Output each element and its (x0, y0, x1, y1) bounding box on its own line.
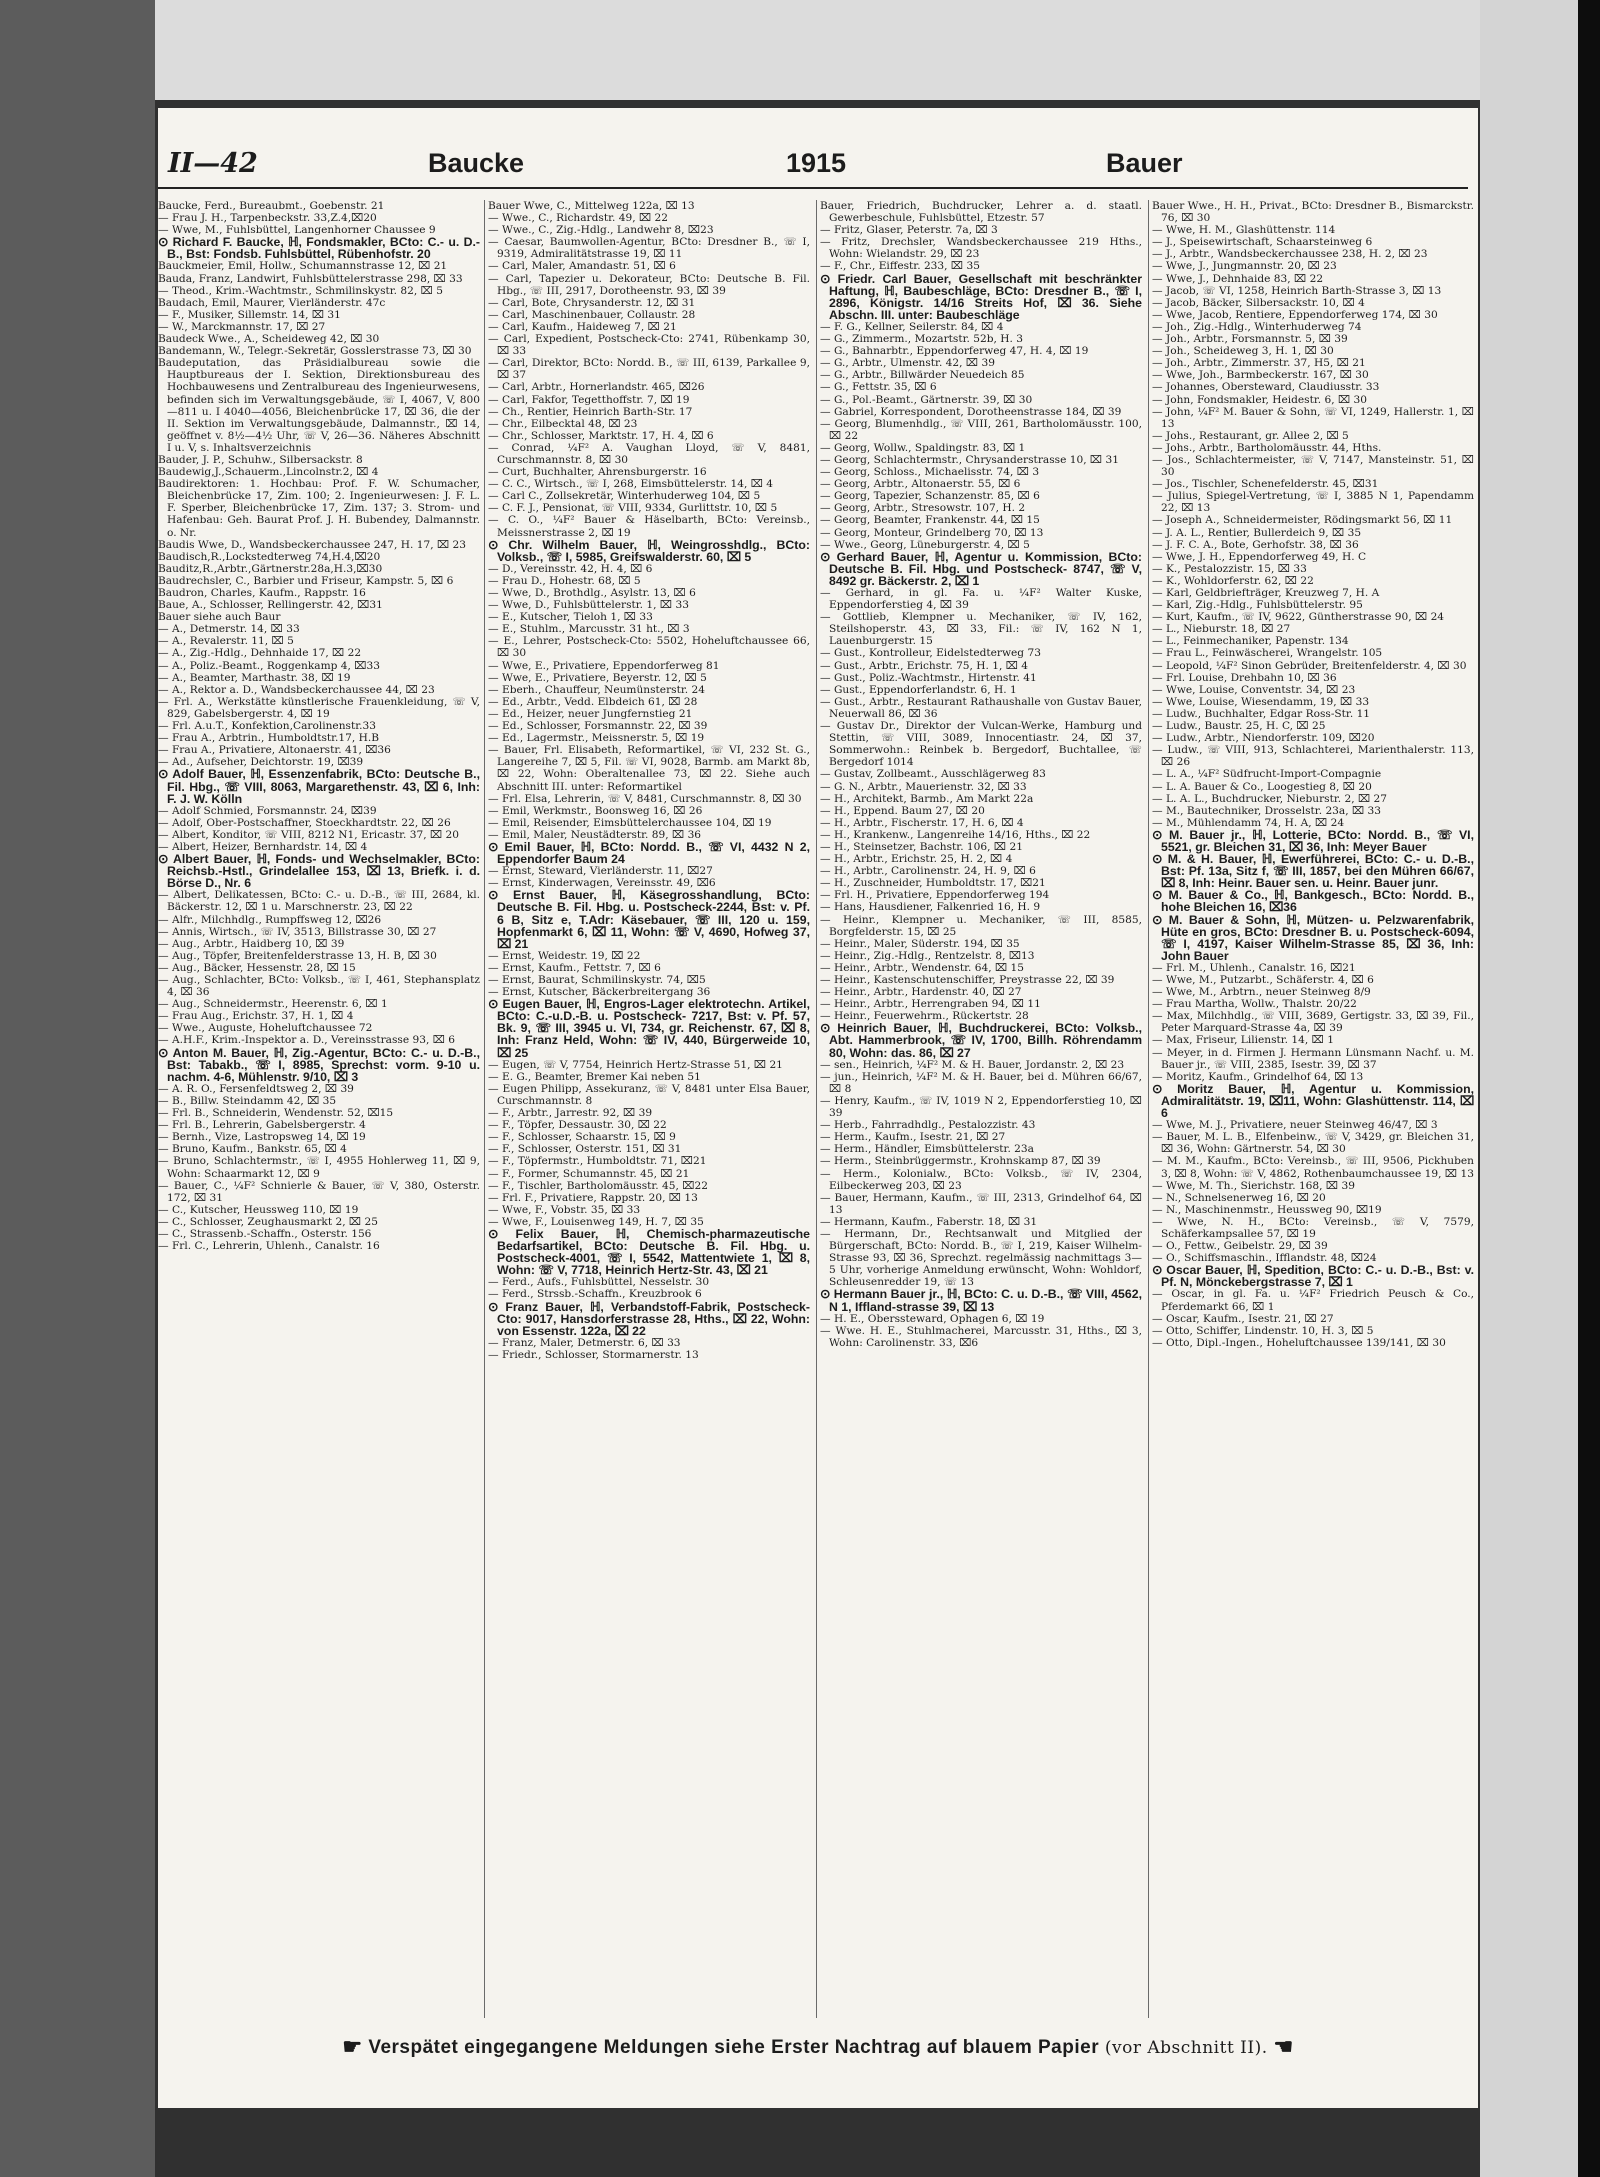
directory-entry: — H., Krankenw., Langenreihe 14/16, Hths., ⌧ 22 (820, 828, 1091, 841)
directory-entry: — Oscar, in gl. Fa. u. ¼F² Friedrich Peusch & Co., Pferdemarkt 66, ⌧ 1 (1152, 1288, 1474, 1313)
directory-entry: — Herb., Fahrradhdlg., Pestalozzistr. 43 (820, 1119, 1036, 1132)
directory-entry: — Bauer, Frl. Elisabeth, Reformartikel, ☏ VI, 232 St. G., Langereihe 7, ⌧ 5, Fil. ☏ VI, 9028, Barmb. am Markt 8b, ⌧ 22, Wohn: Oberaltenallee 73, ⌧ 22. Siehe auch Abschnitt III. unter: Reformartikel (488, 744, 810, 793)
directory-entry: — Heinr., Maler, Süderstr. 194, ⌧ 35 (820, 937, 1020, 950)
directory-entry: — Heinr., Zig.-Hdlg., Rentzelstr. 8, ⌧13 (820, 949, 1035, 962)
directory-entry: — Herm., Händler, Eimsbüttelerstr. 23a (820, 1143, 1034, 1156)
directory-entry: — Wwe, Joh., Barmbeckerstr. 167, ⌧ 30 (1152, 369, 1369, 382)
directory-entry: — G. N., Arbtr., Mauerienstr. 32, ⌧ 33 (820, 780, 1027, 793)
directory-entry: — Carl, Tapezier u. Dekorateur, BCto: Deutsche B. Fil. Hbg., ☏ III, 2917, Dorotheenstr. 93, ⌧ 39 (488, 272, 810, 297)
directory-entry: — Wwe, M., Arbtrn., neuer Steinweg 8/9 (1152, 986, 1371, 999)
directory-entry: Bauer Wwe, C., Mittelweg 122a, ⌧ 13 (488, 200, 695, 212)
directory-entry: — Wwe, F., Louisenweg 149, H. 7, ⌧ 35 (488, 1215, 704, 1228)
directory-entry: — M., Bautechniker, Drosselstr. 23a, ⌧ 33 (1152, 804, 1382, 817)
directory-entry: — E., Lehrer, Postscheck-Cto: 5502, Hoheluftchaussee 66, ⌧ 30 (488, 635, 810, 660)
directory-entry: — Aug., Töpfer, Breitenfelderstrasse 13, H. B, ⌧ 30 (158, 949, 437, 962)
directory-entry: — Gust., Arbtr., Erichstr. 75, H. 1, ⌧ 4 (820, 659, 1029, 672)
directory-entry: — Frau J. H., Tarpenbeckstr. 33,Z.4,⌧20 (158, 212, 377, 225)
directory-entry: Bauer, Friedrich, Buchdrucker, Lehrer a. d. staatl. Gewerbeschule, Fuhlsbüttel, Etzestr. 57 (820, 200, 1142, 225)
directory-entry: — C., Schlosser, Zeughausmarkt 2, ⌧ 25 (158, 1215, 378, 1228)
directory-entry: — Joh., Arbtr., Zimmerstr. 37, H5, ⌧ 21 (1152, 357, 1366, 370)
directory-entry: — Franz, Maler, Detmerstr. 6, ⌧ 33 (488, 1336, 681, 1349)
directory-entry: — Wwe, E., Privatiere, Eppendorferweg 81 (488, 659, 720, 672)
directory-entry: — Ed., Arbtr., Vedd. Elbdeich 61, ⌧ 28 (488, 695, 698, 708)
directory-entry: ⊙ Albert Bauer, ℍ, Fonds- und Wechselmakler, BCto: Reichsb.-Hstl., Grindelallee 153, ⌧ 13, Briefk. i. d. Börse D., Nr. 6 (158, 852, 480, 891)
directory-entry: — Moritz, Kaufm., Grindelhof 64, ⌧ 13 (1152, 1070, 1364, 1083)
header-rule (158, 187, 1468, 189)
directory-entry: — Caesar, Baumwollen-Agentur, BCto: Dresdner B., ☏ I, 9319, Admiralitätstrasse 19, ⌧ 11 (488, 236, 810, 261)
directory-entry: — Herm., Steinbrüggermstr., Krohnskamp 87, ⌧ 39 (820, 1155, 1101, 1168)
directory-entry: — Ernst, Baurat, Schmilinskystr. 74, ⌧5 (488, 974, 706, 986)
directory-entry: — Aug., Bäcker, Hessenstr. 28, ⌧ 15 (158, 961, 356, 974)
directory-entry: — Ferd., Aufs., Fuhlsbüttel, Nesselstr. 30 (488, 1276, 710, 1289)
directory-entry: — Albert, Heizer, Bernhardstr. 14, ⌧ 4 (158, 840, 368, 853)
directory-entry: — Wwe, F., Vobstr. 35, ⌧ 33 (488, 1203, 641, 1216)
directory-entry: — sen., Heinrich, ¼F² M. & H. Bauer, Jordanstr. 2, ⌧ 23 (820, 1058, 1125, 1071)
directory-entry: ⊙ M. & H. Bauer, ℍ, Ewerführerei, BCto: C.- u. D.-B., Bst: Pf. 13a, Sitz f, ☏ III, 1857, bei den Mühren 66/67, ⌧ 8, Inh: Heinr. Bauer sen. u. Heinr. Bauer junr. (1152, 852, 1474, 891)
directory-entry: — Ernst, Kinderwagen, Vereinsstr. 49, ⌧6 (488, 877, 716, 890)
directory-entry: — Fritz, Glaser, Peterstr. 7a, ⌧ 3 (820, 224, 998, 237)
directory-entry: — Ernst, Weidestr. 19, ⌧ 22 (488, 949, 641, 962)
directory-entry: — Ernst, Kaufm., Fettstr. 7, ⌧ 6 (488, 961, 661, 974)
directory-entry: — Carl, Maschinenbauer, Collaustr. 28 (488, 308, 696, 321)
directory-entry: ⊙ Ernst Bauer, ℍ, Käsegrosshandlung, BCto: Deutsche B. Fil. Hbg. u. Postscheck-2244, Bst: v. Pf. 6 B, Sitz e, T.Adr: Käsebauer, ☏ III, 120 u. 159, Hopfenmarkt 6, ⌧ 11, Wohn: ☏ V, 4690, Hofweg 37, ⌧ 21 (488, 888, 810, 951)
directory-entry: ⊙ Adolf Bauer, ℍ, Essenzenfabrik, BCto: Deutsche B., Fil. Hbg., ☏ VIII, 8063, Margarethenstr. 43, ⌧ 6, Inh: F. J. W. Kölln (158, 767, 480, 806)
directory-entry: — Wwe, H. M., Glashüttenstr. 114 (1152, 224, 1336, 237)
directory-entry: — Frau L., Feinwäscherei, Wrangelstr. 105 (1152, 647, 1383, 660)
directory-entry: — Frl. H., Privatiere, Eppendorferweg 194 (820, 889, 1050, 902)
directory-entry: — Carl, Fakfor, Tegetthoffstr. 7, ⌧ 19 (488, 393, 690, 406)
directory-entry: — Carl, Kaufm., Haideweg 7, ⌧ 21 (488, 320, 677, 333)
directory-entry: — Otto, Schiffer, Lindenstr. 10, H. 3, ⌧ 5 (1152, 1324, 1374, 1337)
directory-entry: ⊙ Richard F. Baucke, ℍ, Fondsmakler, BCto: C.- u. D.-B., Bst: Fondsb. Fuhlsbüttel, Rübenhofstr. 20 (158, 235, 480, 262)
year-heading: 1915 (786, 148, 847, 178)
directory-entry: — Hermann, Dr., Rechtsanwalt und Mitglied der Bürgerschaft, BCto: Nordd. B., ☏ I, 219, Kaiser Wilhelm-Strasse 93, ⌧ 36, Sprechzt. regelmässig nachmittags 3—5 Uhr, vorherige Anmeldung erwünscht, Wohn: Wohldorf, Schleusenredder 19, ☏ 13 (820, 1227, 1142, 1289)
directory-entry: — M., Mühlendamm 74, H. A, ⌧ 24 (1152, 816, 1345, 829)
directory-entry: — O., Fettw., Geibelstr. 29, ⌧ 39 (1152, 1240, 1328, 1253)
directory-entry: ⊙ Emil Bauer, ℍ, BCto: Nordd. B., ☏ VI, 4432 N 2, Eppendorfer Baum 24 (488, 839, 810, 867)
directory-entry: — Emil, Werkmstr., Boonsweg 16, ⌧ 26 (488, 804, 703, 817)
directory-entry: — C., Kutscher, Heussweg 110, ⌧ 19 (158, 1203, 359, 1216)
directory-entry: — Georg, Beamter, Frankenstr. 44, ⌧ 15 (820, 514, 1040, 527)
directory-entry: — Ch., Rentier, Heinrich Barth-Str. 17 (488, 405, 693, 418)
directory-entry: — Aug., Schneidermstr., Heerenstr. 6, ⌧ 1 (158, 998, 388, 1011)
directory-entry: — Bauer, M. L. B., Elfenbeinw., ☏ V, 3429, gr. Bleichen 31, ⌧ 36, Wohn: Gärtnerstr. 54, ⌧ 30 (1152, 1131, 1474, 1156)
directory-entry: — Oscar, Kaufm., Isestr. 21, ⌧ 27 (1152, 1312, 1334, 1325)
left-keyword: Baucke (428, 148, 525, 178)
directory-entry: Bauer Wwe., H. H., Privat., BCto: Dresdner B., Bismarckstr. 76, ⌧ 30 (1152, 200, 1474, 225)
directory-entry: Baudis Wwe, D., Wandsbeckerchaussee 247, H. 17, ⌧ 23 (158, 538, 467, 551)
directory-entry: — Wwe, E., Privatiere, Beyerstr. 12, ⌧ 5 (488, 671, 707, 684)
directory-entry: — Frau Aug., Erichstr. 37, H. 1, ⌧ 4 (158, 1010, 354, 1023)
directory-entry: — Joseph A., Schneidermeister, Rödingsmarkt 56, ⌧ 11 (1152, 514, 1453, 527)
directory-entry: — Gust., Poliz.-Wachtmstr., Hirtenstr. 41 (820, 671, 1037, 684)
directory-entry: — A., Beamter, Marthastr. 38, ⌧ 19 (158, 671, 351, 684)
directory-entry: — Wwe, Louise, Conventstr. 34, ⌧ 23 (1152, 683, 1356, 696)
directory-entry: — Jos., Schlachtermeister, ☏ V, 7147, Mansteinstr. 51, ⌧ 30 (1152, 453, 1474, 479)
directory-entry: Bauckmeier, Emil, Hollw., Schumannstrasse 12, ⌧ 21 (158, 260, 448, 273)
directory-entry: — Heinr., Arbtr., Herrengraben 94, ⌧ 11 (820, 998, 1041, 1011)
directory-entry: — Wwe, M., Putzarbt., Schäferstr. 4, ⌧ 6 (1152, 974, 1374, 986)
directory-entry: — F., Töpfermstr., Humboldtstr. 71, ⌧21 (488, 1155, 707, 1168)
directory-entry: — Chr., Schlosser, Marktstr. 17, H. 4, ⌧ 6 (488, 429, 714, 442)
directory-entry: — Friedr., Schlosser, Stormarnerstr. 13 (488, 1348, 699, 1361)
column-divider (1148, 200, 1149, 2018)
directory-entry: Bandemann, W., Telegr.-Sekretär, Gosslerstrasse 73, ⌧ 30 (158, 345, 472, 358)
directory-entry: — C., Strassenb.-Schaffn., Osterstr. 156 (158, 1227, 372, 1240)
directory-entry: — A., Revalerstr. 11, ⌧ 5 (158, 635, 294, 648)
directory-entry: — Bruno, Kaufm., Bankstr. 65, ⌧ 4 (158, 1143, 347, 1156)
directory-entry: — J. A. L., Rentier, Bullerdeich 9, ⌧ 35 (1152, 526, 1362, 539)
scan-top-margin (0, 0, 1600, 100)
directory-entry: — L. A. L., Buchdrucker, Nieburstr. 2, ⌧ 27 (1152, 792, 1387, 805)
column-2 (488, 200, 810, 2018)
directory-entry: Baudron, Charles, Kaufm., Rappstr. 16 (158, 587, 366, 599)
directory-entry: — G., Zimmerm., Mozartstr. 52b, H. 3 (820, 333, 1023, 346)
directory-entry: — A.H.F., Krim.-Inspektor a. D., Vereinsstrasse 93, ⌧ 6 (158, 1034, 456, 1047)
directory-entry: — K., Wohldorferstr. 62, ⌧ 22 (1152, 574, 1314, 587)
directory-entry: — Aug., Schlachter, BCto: Volksb., ☏ I, 461, Stephansplatz 4, ⌧ 36 (158, 974, 480, 999)
pointing-hand-icon: ☚ (1273, 2034, 1294, 2059)
directory-entry: Bauda, Franz, Landwirt, Fuhlsbüttelerstrasse 298, ⌧ 33 (158, 272, 463, 285)
directory-entry: — Georg, Arbtr., Stresowstr. 107, H. 2 (820, 502, 1026, 515)
directory-entry: — H., Architekt, Barmb., Am Markt 22a (820, 792, 1034, 805)
directory-entry: — Wwe, D., Brothdlg., Asylstr. 13, ⌧ 6 (488, 587, 696, 599)
directory-entry: — Wwe., Georg, Lüneburgerstr. 4, ⌧ 5 (820, 538, 1030, 551)
directory-entry: — F., Schlosser, Osterstr. 151, ⌧ 31 (488, 1143, 682, 1156)
directory-entry: ⊙ Anton M. Bauer, ℍ, Zig.-Agentur, BCto: C.- u. D.-B., Bst: Tabakb., ☏ I, 8985, Sprechst: vorm. 9-10 u. nachm. 4-6, Mühlenstr. 9/10, ⌧ 3 (158, 1045, 480, 1084)
directory-entry: — A. R. O., Fersenfeldtsweg 2, ⌧ 39 (158, 1082, 354, 1095)
directory-entry: — G., Pol.-Beamt., Gärtnerstr. 39, ⌧ 30 (820, 393, 1033, 406)
directory-entry: — Joh., Scheideweg 3, H. 1, ⌧ 30 (1152, 345, 1334, 358)
directory-entry: — Frau A., Arbtrin., Humboldtstr.17, H.B (158, 732, 380, 745)
directory-entry: — Adolf, Ober-Postschaffner, Stoeckhardtstr. 22, ⌧ 26 (158, 816, 451, 829)
directory-entry: — Adolf Schmied, Forsmannstr. 24, ⌧39 (158, 804, 377, 817)
directory-entry: — H., Eppend. Baum 27, ⌧ 20 (820, 804, 985, 817)
directory-entry: — Bauer, Hermann, Kaufm., ☏ III, 2313, Grindelhof 64, ⌧ 13 (820, 1191, 1142, 1216)
directory-entry: — G., Arbtr., Billwärder Neuedeich 85 (820, 369, 1025, 382)
directory-entry: — A., Poliz.-Beamt., Roggenkamp 4, ⌧33 (158, 659, 380, 672)
directory-entry: — Ludw., Arbtr., Niendorferstr. 109, ⌧20 (1152, 732, 1375, 745)
directory-entry: — J., Arbtr., Wandsbeckerchaussee 238, H. 2, ⌧ 23 (1152, 248, 1428, 261)
directory-entry: — jun., Heinrich, ¼F² M. & H. Bauer, bei d. Mühren 66/67, ⌧ 8 (820, 1070, 1142, 1095)
directory-entry: Baue, A., Schlosser, Rellingerstr. 42, ⌧31 (158, 599, 383, 612)
directory-entry: Baudirektoren: 1. Hochbau: Prof. F. W. Schumacher, Bleichenbrücke 17, Zim. 100; 2. Ingenieurwesen: J. F. L. F. Sperber, Bleichenbrücke 17, Zim. 137; 3. Strom- und Hafenbau: Geh. Baurat Prof. J. H. Bubendey, Dalmannstr. o. Nr. (158, 478, 480, 539)
directory-page (158, 108, 1478, 2108)
directory-entry: — Wwe, Jacob, Rentiere, Eppendorferweg 174, ⌧ 30 (1152, 308, 1438, 321)
directory-entry: — Julius, Spiegel-Vertretung, ☏ I, 3885 N 1, Papendamm 22, ⌧ 13 (1152, 490, 1474, 515)
directory-entry: — Eugen, ☏ V, 7754, Heinrich Hertz-Strasse 51, ⌧ 21 (488, 1058, 783, 1071)
directory-entry: — F., Musiker, Sillemstr. 14, ⌧ 31 (158, 308, 341, 321)
footer-notice: Verspätet eingegangene Meldungen siehe Erster Nachtrag auf blauem Papier (368, 2037, 1100, 2058)
directory-entry: — Bernh., Vize, Lastropsweg 14, ⌧ 19 (158, 1131, 366, 1144)
directory-entry: ⊙ M. Bauer jr., ℍ, Lotterie, BCto: Nordd. B., ☏ VI, 5521, gr. Bleichen 31, ⌧ 36, Inh: Meyer Bauer (1152, 827, 1474, 854)
directory-entry: — Eugen Philipp, Assekuranz, ☏ V, 8481 unter Elsa Bauer, Curschmannstr. 8 (488, 1082, 810, 1107)
directory-entry: Baudewig,J.,Schauerm.,Lincolnstr.2, ⌧ 4 (158, 466, 379, 479)
directory-entry: ⊙ Heinrich Bauer, ℍ, Buchdruckerei, BCto: Volksb., Abt. Hammerbrook, ☏ IV, 1700, Billh. Röhrendamm 80, Wohn: das. 86, ⌧ 27 (820, 1021, 1142, 1060)
directory-entry: — Herm., Kolonialw., BCto: Volksb., ☏ IV, 2304, Eilbeckerweg 203, ⌧ 23 (820, 1167, 1142, 1192)
directory-entry: — Eberh., Chauffeur, Neumünsterstr. 24 (488, 683, 705, 696)
directory-entry: — E. G., Beamter, Bremer Kai neben 51 (488, 1070, 701, 1083)
directory-entry: — Frau D., Hohestr. 68, ⌧ 5 (488, 574, 641, 587)
directory-entry: — Bauer, C., ¼F² Schnierle & Bauer, ☏ V, 380, Osterstr. 172, ⌧ 31 (158, 1179, 480, 1204)
directory-entry: — Jos., Tischler, Schenefelderstr. 45, ⌧31 (1152, 478, 1379, 491)
directory-entry: — J. F. C. A., Bote, Gerhofstr. 38, ⌧ 36 (1152, 538, 1359, 551)
directory-entry: — Leopold, ¼F² Sinon Gebrüder, Breitenfelderstr. 4, ⌧ 30 (1152, 659, 1467, 672)
directory-entry: — Frl. A.u.T., Konfektion,Carolinenstr.33 (158, 720, 376, 733)
directory-entry: — Johannes, Obersteward, Claudiusstr. 33 (1152, 381, 1380, 394)
directory-entry: — Max, Friseur, Lilienstr. 14, ⌧ 1 (1152, 1034, 1334, 1047)
directory-entry: — Ed., Lagermstr., Meissnerstr. 5, ⌧ 19 (488, 732, 705, 745)
directory-entry: ⊙ Oscar Bauer, ℍ, Spedition, BCto: C.- u. D.-B., Bst: v. Pf. N, Mönckebergstrasse 7, ⌧ 1 (1152, 1263, 1474, 1290)
directory-entry: — Frl. M., Uhlenh., Canalstr. 16, ⌧21 (1152, 961, 1356, 974)
directory-entry: — Gabriel, Korrespondent, Dorotheenstrasse 184, ⌧ 39 (820, 405, 1122, 418)
directory-entry: Baudeputation, das Präsidialbureau sowie die Hauptbureaus der I. Sektion, Direktionsbureau des Hochbauwesens und Zentralbureau des Ingenieurwesens, befinden sich im Verwaltungsgebäude, ☏ I, 4067, V, 800—811 u. I 4040—4056, Bleichenbrücke 17, ⌧ 36, die der II. Sektion im Verwaltungsgebäude, Dalmannstr., ⌧ 14, geöffnet v. 8½—4½ Uhr, ☏ V, 26—36. Näheres Abschnitt I u. V, s. Inhaltsverzeichnis (158, 357, 480, 454)
directory-entry: — W., Marckmannstr. 17, ⌧ 27 (158, 320, 326, 333)
directory-entry: — Carl, Expedient, Postscheck-Cto: 2741, Rübenkamp 30, ⌧ 33 (488, 333, 810, 358)
directory-entry: — Ernst, Steward, Vierländerstr. 11, ⌧27 (488, 865, 713, 878)
directory-entry: — Georg, Schlachtermstr., Chrysanderstrasse 10, ⌧ 31 (820, 453, 1119, 466)
directory-entry: — Wwe., Auguste, Hoheluftchaussee 72 (158, 1022, 373, 1035)
directory-entry: ⊙ Eugen Bauer, ℍ, Engros-Lager elektrotechn. Artikel, BCto: C.-u.D.-B. u. Postscheck- 7217, Bst: v. Pf. 57, Bk. 9, ☏ III, 3945 u. VI, 734, gr. Reichenstr. 67, ⌧ 8, Inh: Franz Held, Wohn: ☏ IV, 440, Bürgerweide 10, ⌧ 25 (488, 997, 810, 1060)
column-3 (820, 200, 1142, 2018)
directory-entry: — Frau A., Privatiere, Altonaerstr. 41, ⌧36 (158, 744, 391, 757)
directory-entry: — Albert, Delikatessen, BCto: C.- u. D.-B., ☏ III, 2684, kl. Bäckerstr. 12, ⌧ 1 u. Marschnerstr. 23, ⌧ 22 (158, 889, 480, 914)
directory-entry: — Wwe, J. H., Eppendorferweg 49, H. C (1152, 550, 1367, 563)
directory-entry: — F., Arbtr., Jarrestr. 92, ⌧ 39 (488, 1107, 653, 1120)
column-divider (484, 200, 485, 2018)
directory-entry: — Frau Martha, Wollw., Thalstr. 20/22 (1152, 998, 1357, 1011)
directory-entry: Baudisch,R.,Lockstedterweg 74,H.4,⌧20 (158, 550, 381, 563)
directory-entry: — Carl, Maler, Amandastr. 51, ⌧ 6 (488, 260, 676, 273)
directory-entry: — Ludw., Buchhalter, Edgar Ross-Str. 11 (1152, 707, 1371, 720)
directory-entry: — L., Feinmechaniker, Papenstr. 134 (1152, 635, 1349, 648)
directory-entry: Bauder, J. P., Schuhw., Silbersackstr. 8 (158, 453, 363, 466)
directory-entry: — A., Detmerstr. 14, ⌧ 33 (158, 623, 300, 636)
directory-entry: Bauditz,R.,Arbtr.,Gärtnerstr.28a,H.3,⌧30 (158, 562, 383, 575)
directory-entry: — H. E., Oberssteward, Ophagen 6, ⌧ 19 (820, 1312, 1045, 1325)
directory-entry: ⊙ Chr. Wilhelm Bauer, ℍ, Weingrosshdlg., BCto: Volksb., ☏ I, 5985, Greifswalderstr. 60, ⌧ 5 (488, 537, 810, 564)
directory-entry: — Frl. F., Privatiere, Rappstr. 20, ⌧ 13 (488, 1191, 698, 1204)
directory-entry: — Karl, Zig.-Hdlg., Fuhlsbüttelerstr. 95 (1152, 599, 1363, 612)
directory-entry: — Ferd., Strssb.-Schaffn., Kreuzbrook 6 (488, 1288, 702, 1301)
directory-entry: — Albert, Konditor, ☏ VIII, 8212 N1, Ericastr. 37, ⌧ 20 (158, 828, 460, 841)
directory-entry: — E., Kutscher, Tieloh 1, ⌧ 33 (488, 611, 653, 624)
directory-entry: — Heinr., Arbtr., Hardenstr. 40, ⌧ 27 (820, 986, 1022, 999)
directory-entry: — Ludw., Baustr. 25, H. C, ⌧ 25 (1152, 720, 1326, 733)
directory-entry: — Otto, Dipl.-Ingen., Hoheluftchaussee 139/141, ⌧ 30 (1152, 1336, 1446, 1349)
directory-entry: — F., Töpfer, Dessaustr. 30, ⌧ 22 (488, 1119, 667, 1132)
directory-entry: — F., Tischler, Bartholomäusstr. 45, ⌧22 (488, 1179, 708, 1192)
directory-entry: — C. F. J., Pensionat, ☏ VIII, 9334, Gurlittstr. 10, ⌧ 5 (488, 502, 778, 515)
scan-edge-shadow (1578, 0, 1600, 2177)
directory-entry: — Heinr., Kastenschutenschiffer, Preystrasse 22, ⌧ 39 (820, 974, 1115, 986)
directory-entry: Baudrechsler, C., Barbier und Friseur, Kampstr. 5, ⌧ 6 (158, 574, 454, 587)
directory-entry: — Gustav, Zollbeamt., Ausschlägerweg 83 (820, 768, 1046, 781)
directory-entry: — Ernst, Kutscher, Bäckerbreitergang 36 (488, 986, 711, 999)
directory-entry: ⊙ M. Bauer & Co., ℍ, Bankgesch., BCto: Nordd. B., hohe Bleichen 16, ⌧36 (1152, 888, 1474, 915)
directory-entry: — Gustav Dr., Direktor der Vulcan-Werke, Hamburg und Stettin, ☏ VIII, 3089, Innocentiastr. 24, ⌧ 37, Sommerwohn.: Reinbek b. Bergedorf, Buchtallee, ☏ Bergedorf 1014 (820, 720, 1142, 769)
directory-entry: — John, Fondsmakler, Heidestr. 6, ⌧ 30 (1152, 393, 1368, 406)
directory-entry: — F., Chr., Eiffestr. 233, ⌧ 35 (820, 260, 980, 273)
directory-entry: — Gottlieb, Klempner u. Mechaniker, ☏ IV, 162, Steilshoperstr. 43, ⌧ 33, Fil.: ☏ IV, 162 N 1, Lauenburgerstr. 15 (820, 611, 1142, 648)
directory-entry: — Wwe, J., Dehnhaide 83, ⌧ 22 (1152, 272, 1324, 285)
directory-entry: — N., Schnelsenerweg 16, ⌧ 20 (1152, 1191, 1326, 1204)
directory-entry: — Herm., Kaufm., Isestr. 21, ⌧ 27 (820, 1131, 1006, 1144)
scan-left-margin (0, 0, 155, 2177)
directory-entry: — Wwe, Louise, Wiesendamm, 19, ⌧ 33 (1152, 695, 1370, 708)
directory-entry: — K., Pestalozzistr. 15, ⌧ 33 (1152, 562, 1307, 575)
directory-entry: — H., Zuschneider, Humboldtstr. 17, ⌧21 (820, 877, 1046, 890)
directory-entry: ⊙ Friedr. Carl Bauer, Gesellschaft mit beschränkter Haftung, ℍ, Baubeschläge, BCto: Dresdner B., ☏ I, 2896, Königstr. 14/16 Streits Hof, ⌧ 36. Siehe Abschn. III. unter: Baubeschläge (820, 271, 1142, 322)
directory-entry: — Heinr., Klempner u. Mechaniker, ☏ III, 8585, Borgfelderstr. 15, ⌧ 25 (820, 913, 1142, 938)
directory-entry: — Gerhard, in gl. Fa. u. ¼F² Walter Kuske, Eppendorferstieg 4, ⌧ 39 (820, 587, 1142, 612)
directory-entry: — Aug., Arbtr., Haidberg 10, ⌧ 39 (158, 937, 345, 950)
directory-entry: — Karl, Geldbriefträger, Kreuzweg 7, H. A (1152, 587, 1380, 599)
directory-entry: Baucke, Ferd., Bureaubmt., Goebenstr. 21 (158, 200, 385, 212)
directory-entry: — G., Arbtr., Ulmenstr. 42, ⌧ 39 (820, 357, 995, 370)
page-number: II—42 (168, 148, 258, 179)
directory-entry: — Wwe. H. E., Stuhlmacherei, Marcusstr. 31, Hths., ⌧ 3, Wohn: Carolinenstr. 33, ⌧6 (820, 1324, 1142, 1349)
directory-entry: — Wwe, N. H., BCto: Vereinsb., ☏ V, 7579, Schäferkampsallee 57, ⌧ 19 (1152, 1215, 1474, 1240)
footer-note: (vor Abschnitt II). (1104, 2038, 1268, 2058)
directory-entry: — Alfr., Milchhdlg., Rumpffsweg 12, ⌧26 (158, 913, 382, 926)
pointing-hand-icon: ☛ (342, 2034, 363, 2059)
directory-entry: ⊙ M. Bauer & Sohn, ℍ, Mützen- u. Pelzwarenfabrik, Hüte en gros, BCto: Dresdner B. u. Postscheck-6094, ☏ I, 4197, Kaiser Wilhelm-Strasse 85, ⌧ 36, Inh: John Bauer (1152, 912, 1474, 963)
page-header (158, 108, 1478, 178)
directory-entry: — Wwe, M. J., Privatiere, neuer Steinweg 46/47, ⌧ 3 (1152, 1119, 1438, 1132)
directory-entry: — Carl, Direktor, BCto: Nordd. B., ☏ III, 6139, Parkallee 9, ⌧ 37 (488, 357, 810, 382)
directory-entry: — J., Speisewirtschaft, Schaarsteinweg 6 (1152, 236, 1373, 249)
directory-entry: — John, ¼F² M. Bauer & Sohn, ☏ VI, 1249, Hallerstr. 1, ⌧ 13 (1152, 405, 1474, 430)
directory-entry: — Heinr., Arbtr., Wendenstr. 64, ⌧ 15 (820, 961, 1025, 974)
directory-entry: — G., Fettstr. 35, ⌧ 6 (820, 381, 937, 394)
directory-entry: — Ad., Aufseher, Deichtorstr. 19, ⌧39 (158, 756, 364, 769)
directory-entry: — N., Maschinenmstr., Heussweg 90, ⌧19 (1152, 1203, 1382, 1216)
column-4 (1152, 200, 1474, 2018)
directory-entry: — Carl C., Zollsekretär, Winterhuderweg 104, ⌧ 5 (488, 490, 761, 503)
directory-entry: — Wwe., C., Zig.-Hdlg., Landwehr 8, ⌧23 (488, 224, 714, 237)
directory-entry: — Georg, Schloss., Michaelisstr. 74, ⌧ 3 (820, 466, 1040, 479)
directory-entry: — Johs., Arbtr., Bartholomäusstr. 44, Hths. (1152, 441, 1382, 454)
directory-columns (158, 200, 1478, 2018)
directory-entry: Baudeck Wwe., A., Scheideweg 42, ⌧ 30 (158, 333, 380, 346)
directory-entry: — Hermann, Kaufm., Faberstr. 18, ⌧ 31 (820, 1215, 1038, 1228)
directory-entry: — F., Former, Schumannstr. 45, ⌧ 21 (488, 1167, 690, 1180)
directory-entry: ⊙ Felix Bauer, ℍ, Chemisch-pharmazeutische Bedarfsartikel, BCto: Deutsche B. Fil. Hbg. u. Postscheck-4001, ☏ I, 5542, Mattentwiete 1, ⌧ 8, Wohn: ☏ V, 7718, Heinrich Hertz-Str. 43, ⌧ 21 (488, 1226, 810, 1278)
directory-entry: — Georg, Monteur, Grindelberg 70, ⌧ 13 (820, 526, 1044, 539)
directory-entry: — E., Stuhlm., Marcusstr. 31 ht., ⌧ 3 (488, 623, 690, 636)
directory-entry: — Wwe., C., Richardstr. 49, ⌧ 22 (488, 212, 668, 225)
directory-entry: — Max, Milchhdlg., ☏ VIII, 3689, Gertigstr. 33, ⌧ 39, Fil., Peter Marquard-Strasse 4a, ⌧ 39 (1152, 1010, 1474, 1035)
scan-right-margin (1480, 0, 1600, 2177)
directory-entry: — Curt, Buchhalter, Ahrensburgerstr. 16 (488, 466, 707, 479)
directory-entry: — Carl, Bote, Chrysanderstr. 12, ⌧ 31 (488, 296, 696, 309)
directory-entry: — Theod., Krim.-Wachtmstr., Schmilinskystr. 82, ⌧ 5 (158, 284, 443, 297)
directory-entry: — C. C., Wirtsch., ☏ I, 268, Eimsbüttelerstr. 14, ⌧ 4 (488, 478, 774, 491)
directory-entry: — Conrad, ¼F² A. Vaughan Lloyd, ☏ V, 8481, Curschmannstr. 8, ⌧ 30 (488, 441, 810, 466)
directory-entry: — Kurt, Kaufm., ☏ IV, 9622, Güntherstrasse 90, ⌧ 24 (1152, 611, 1445, 624)
directory-entry: — Ed., Heizer, neuer Jungfernstieg 21 (488, 707, 693, 720)
directory-entry: — Fritz, Drechsler, Wandsbeckerchaussee 219 Hths., Wohn: Wielandstr. 29, ⌧ 23 (820, 236, 1142, 261)
directory-entry: ⊙ Gerhard Bauer, ℍ, Agentur u. Kommission, BCto: Deutsche B. Fil. Hbg. und Postscheck- 8747, ☏ V, 8492 gr. Bäckerstr. 2, ⌧ 1 (820, 549, 1142, 588)
directory-entry: — Georg, Wollw., Spaldingstr. 83, ⌧ 1 (820, 441, 1026, 454)
directory-entry: — Frl. B., Schneiderin, Wendenstr. 52, ⌧15 (158, 1107, 394, 1120)
directory-entry: — H., Arbtr., Erichstr. 25, H. 2, ⌧ 4 (820, 853, 1013, 866)
directory-entry: — Wwe, M., Fuhlsbüttel, Langenhorner Chaussee 9 (158, 224, 436, 237)
directory-entry: — Henry, Kaufm., ☏ IV, 1019 N 2, Eppendorferstieg 10, ⌧ 39 (820, 1094, 1142, 1120)
directory-entry: — H., Arbtr., Fischerstr. 17, H. 6, ⌧ 4 (820, 816, 1024, 829)
directory-entry: — A., Zig.-Hdlg., Dehnhaide 17, ⌧ 22 (158, 647, 362, 660)
directory-entry: — Meyer, in d. Firmen J. Hermann Lünsmann Nachf. u. M. Bauer jr., ☏ VIII, 2385, Isestr. 39, ⌧ 37 (1152, 1046, 1474, 1071)
directory-entry: Baudach, Emil, Maurer, Vierländerstr. 47c (158, 296, 386, 309)
directory-entry: — Ludw., ☏ VIII, 913, Schlachterei, Marienthalerstr. 113, ⌧ 26 (1152, 744, 1474, 769)
column-divider (816, 200, 817, 2018)
directory-entry: — F., Schlosser, Schaarstr. 15, ⌧ 9 (488, 1131, 676, 1144)
directory-entry: — C. O., ¼F² Bauer & Häselbarth, BCto: Vereinsb., Meissnerstrasse 2, ⌧ 19 (488, 514, 810, 539)
directory-entry: — O., Schiffsmaschin., Ifflandstr. 48, ⌧24 (1152, 1252, 1377, 1265)
directory-entry: — Frl. Louise, Drehbahn 10, ⌧ 36 (1152, 671, 1337, 684)
directory-entry: — L., Nieburstr. 18, ⌧ 27 (1152, 623, 1291, 636)
page-footer (158, 2034, 1478, 2074)
right-keyword: Bauer (1106, 148, 1183, 178)
directory-entry: — Wwe, M. Th., Sierichstr. 168, ⌧ 39 (1152, 1179, 1355, 1192)
directory-entry: — Gust., Arbtr., Restaurant Rathaushalle von Gustav Bauer, Neuerwall 86, ⌧ 36 (820, 695, 1142, 720)
directory-entry: — Johs., Restaurant, gr. Allee 2, ⌧ 5 (1152, 429, 1349, 442)
directory-entry: — Annis, Wirtsch., ☏ IV, 3513, Billstrasse 30, ⌧ 27 (158, 925, 437, 938)
directory-entry: — Frl. B., Lehrerin, Gabelsbergerstr. 4 (158, 1119, 366, 1132)
directory-entry: — Wwe, J., Jungmannstr. 20, ⌧ 23 (1152, 260, 1337, 273)
directory-entry: — Frl. A., Werkstätte künstlerische Frauenkleidung, ☏ V, 829, Gabelsbergerstr. 4, ⌧ 19 (158, 695, 480, 720)
directory-entry: — Joh., Zig.-Hdlg., Winterhuderweg 74 (1152, 320, 1362, 333)
directory-entry: — Frl. C., Lehrerin, Uhlenh., Canalstr. 16 (158, 1240, 380, 1253)
directory-entry: ⊙ Hermann Bauer jr., ℍ, BCto: C. u. D.-B., ☏ VIII, 4562, N 1, Iffland-strasse 39, ⌧ 13 (820, 1287, 1142, 1314)
directory-entry: — F. G., Kellner, Seilerstr. 84, ⌧ 4 (820, 320, 1004, 333)
directory-entry: — Georg, Blumenhdlg., ☏ VIII, 261, Bartholomäusstr. 100, ⌧ 22 (820, 417, 1142, 442)
directory-entry: — Gust., Kontrolleur, Eidelstedterweg 73 (820, 647, 1041, 660)
directory-entry: — D., Vereinsstr. 42, H. 4, ⌧ 6 (488, 562, 653, 575)
directory-entry: — Ed., Schlosser, Forsmannstr. 22, ⌧ 39 (488, 720, 708, 733)
directory-entry: — Wwe, D., Fuhlsbüttelerstr. 1, ⌧ 33 (488, 599, 689, 612)
directory-entry: — Heinr., Feuerwehrm., Rückertstr. 28 (820, 1010, 1029, 1023)
directory-entry: Bauer siehe auch Baur (158, 611, 281, 624)
directory-entry: — A., Rektor a. D., Wandsbeckerchaussee 44, ⌧ 23 (158, 683, 435, 696)
directory-entry: — Jacob, ☏ VI, 1258, Heinrich Barth-Strasse 3, ⌧ 13 (1152, 284, 1442, 297)
directory-entry: — M. M., Kaufm., BCto: Vereinsb., ☏ III, 9506, Pickhuben 3, ⌧ 8, Wohn: ☏ V, 4862, Rothenbaumchaussee 19, ⌧ 13 (1152, 1155, 1474, 1180)
directory-entry: — Gust., Eppendorferlandstr. 6, H. 1 (820, 683, 1017, 696)
directory-entry: — Hans, Hausdiener, Falkenried 16, H. 9 (820, 901, 1041, 914)
directory-entry: — Frl. Elsa, Lehrerin, ☏ V, 8481, Curschmannstr. 8, ⌧ 30 (488, 792, 802, 805)
directory-entry: — L. A. Bauer & Co., Loogestieg 8, ⌧ 20 (1152, 780, 1372, 793)
directory-entry: — Georg, Tapezier, Schanzenstr. 85, ⌧ 6 (820, 490, 1040, 503)
directory-entry: — Joh., Arbtr., Forsmannstr. 5, ⌧ 39 (1152, 333, 1348, 346)
directory-entry: — H., Steinsetzer, Bachstr. 106, ⌧ 21 (820, 840, 1023, 853)
directory-entry: — Emil, Reisender, Eimsbüttelerchaussee 104, ⌧ 19 (488, 816, 772, 829)
directory-entry: — H., Arbtr., Carolinenstr. 24, H. 9, ⌧ 6 (820, 865, 1036, 878)
directory-entry: — G., Bahnarbtr., Eppendorferweg 47, H. 4, ⌧ 19 (820, 345, 1089, 358)
directory-entry: — Chr., Eilbecktal 48, ⌧ 23 (488, 417, 638, 430)
directory-entry: — Georg, Arbtr., Altonaerstr. 55, ⌧ 6 (820, 478, 1021, 491)
directory-entry: — Bruno, Schlachtermstr., ☏ I, 4955 Hohlerweg 11, ⌧ 9, Wohn: Schaarmarkt 12, ⌧ 9 (158, 1155, 480, 1180)
directory-entry: — Jacob, Bäcker, Silbersackstr. 10, ⌧ 4 (1152, 296, 1365, 309)
directory-entry: — Emil, Maler, Neustädterstr. 89, ⌧ 36 (488, 828, 702, 841)
column-1 (158, 200, 480, 2018)
directory-entry: ⊙ Franz Bauer, ℍ, Verbandstoff-Fabrik, Postscheck-Cto: 9017, Hansdorferstrasse 28, Hths., ⌧ 22, Wohn: von Essenstr. 122a, ⌧ 22 (488, 1299, 810, 1338)
directory-entry: — L. A., ¼F² Südfrucht-Import-Compagnie (1152, 768, 1382, 781)
directory-entry: — B., Billw. Steindamm 42, ⌧ 35 (158, 1094, 337, 1107)
directory-entry: ⊙ Moritz Bauer, ℍ, Agentur u. Kommission, Admiralitätstr. 19, ⌧11, Wohn: Glashüttenstr. 114, ⌧ 6 (1152, 1081, 1474, 1121)
directory-entry: — Carl, Arbtr., Hornerlandstr. 465, ⌧26 (488, 381, 705, 394)
